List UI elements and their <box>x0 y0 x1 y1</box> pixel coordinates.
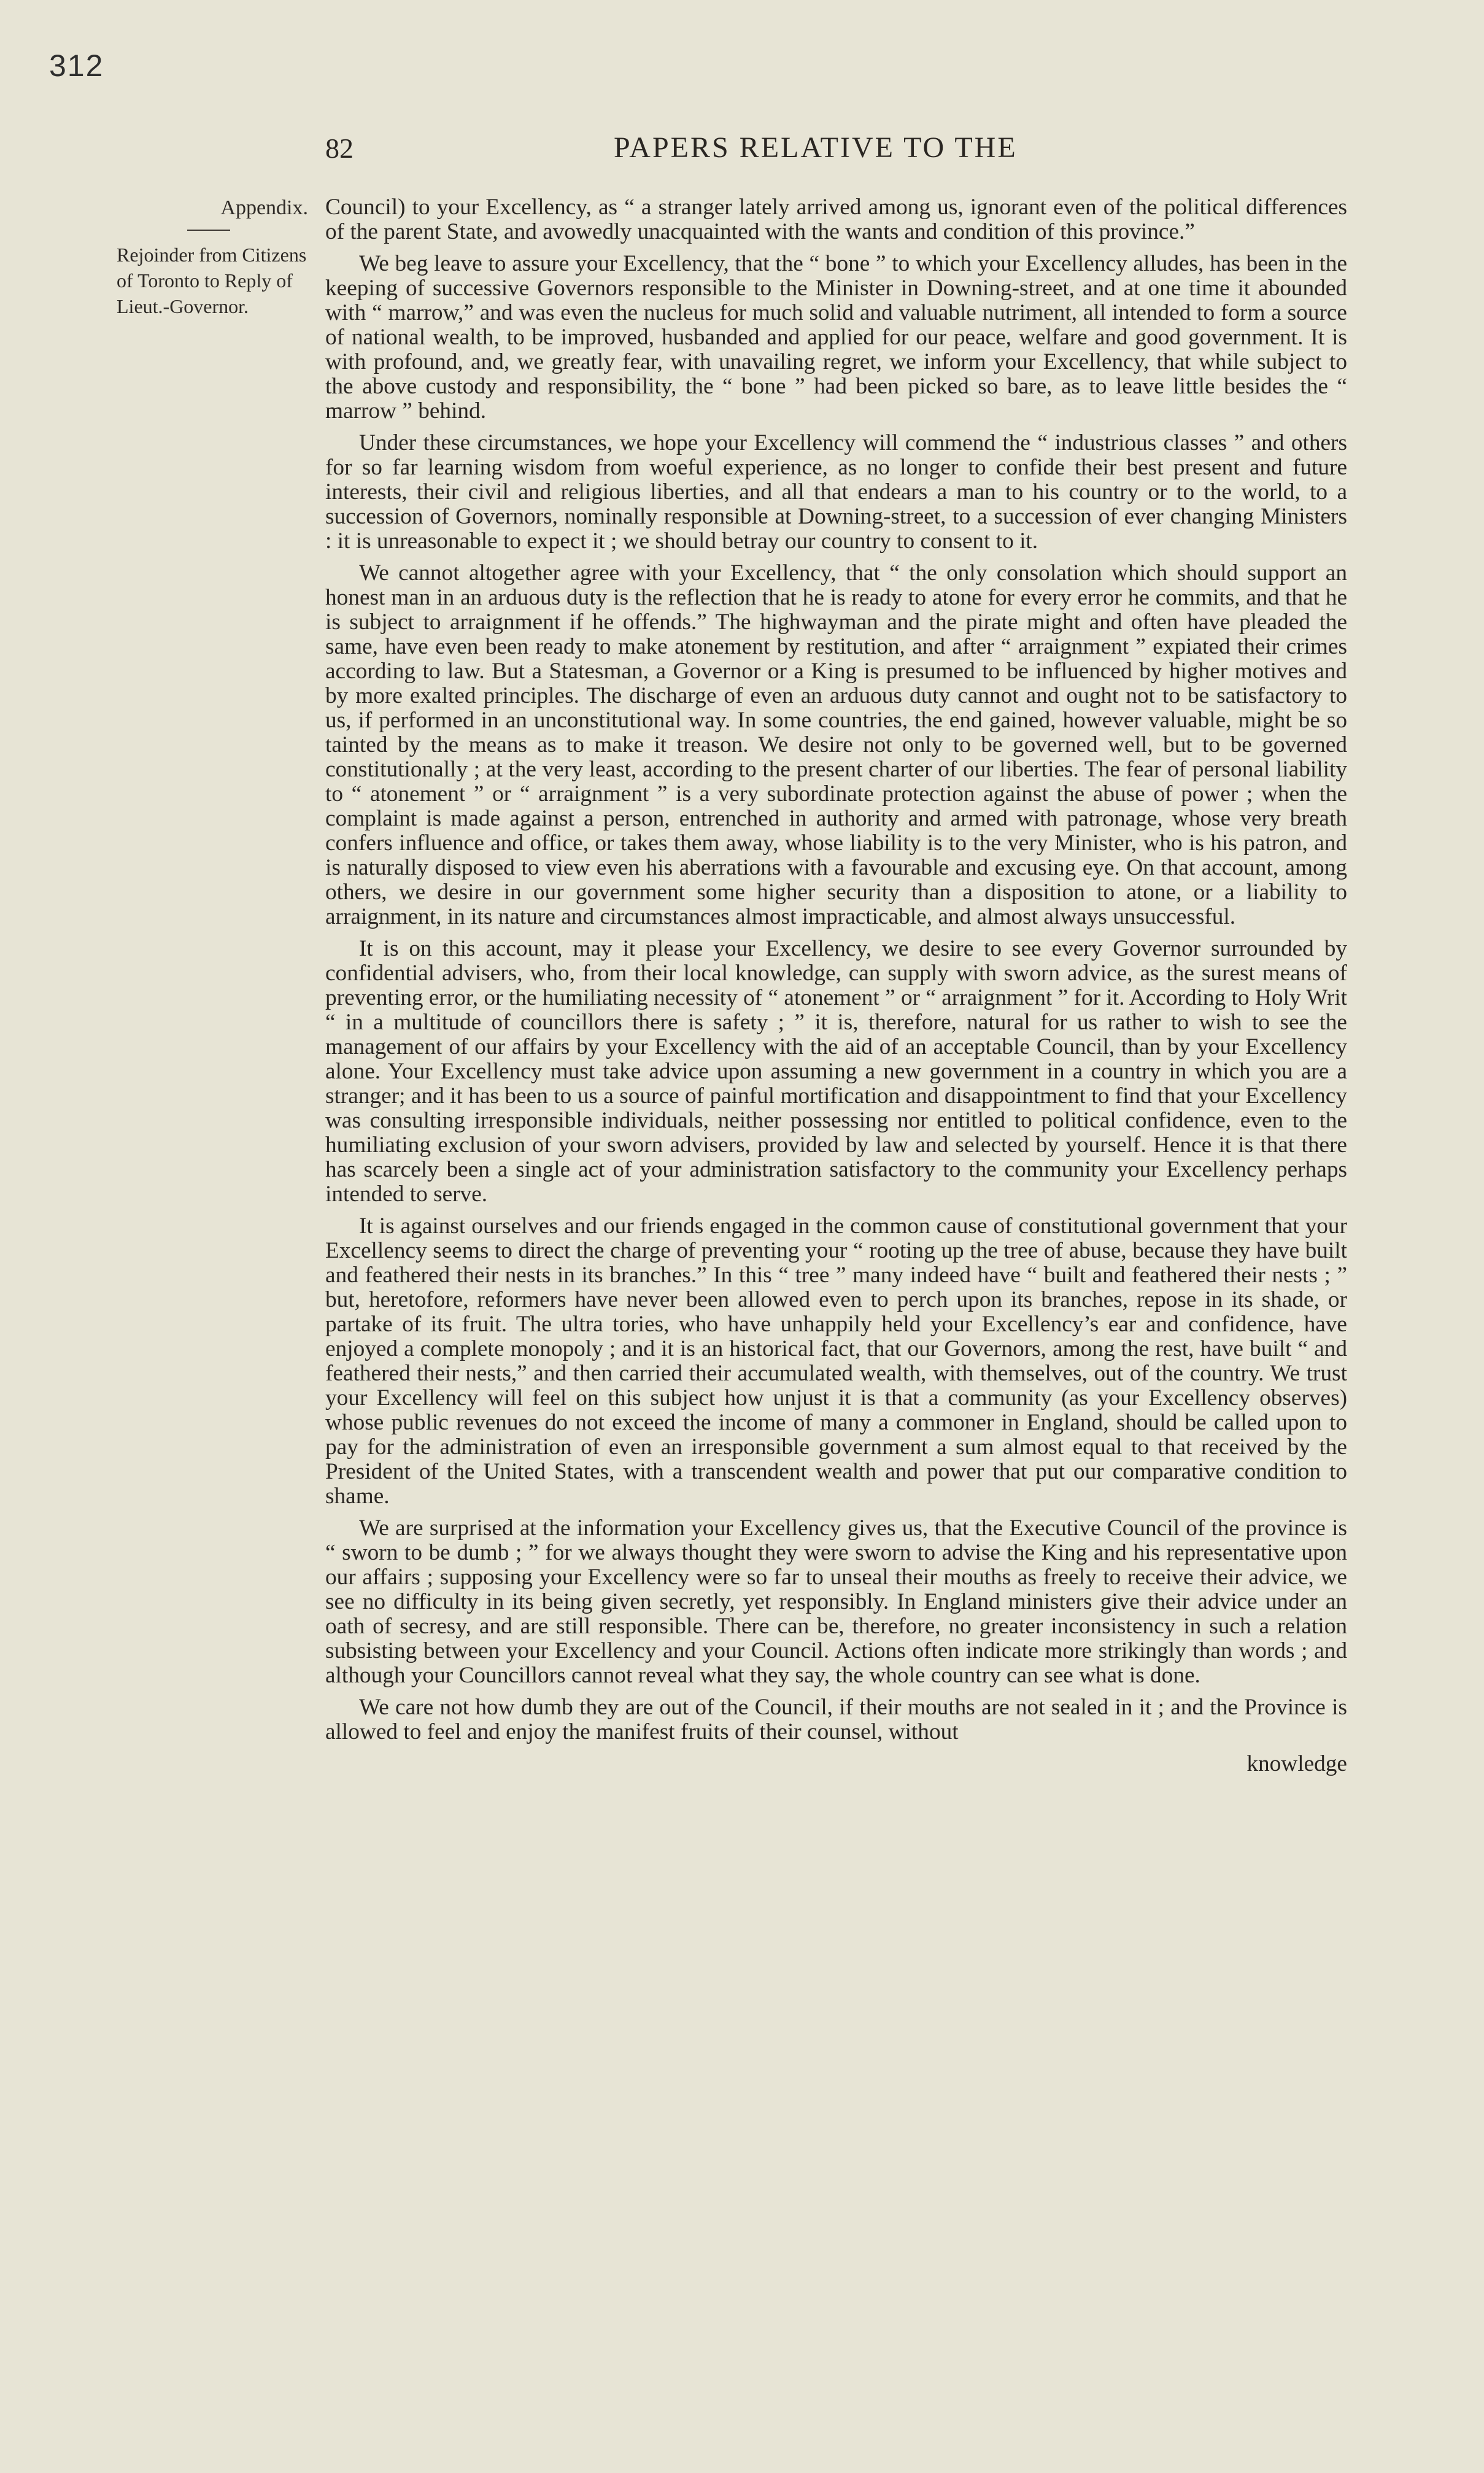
running-title: PAPERS RELATIVE TO THE <box>614 131 1018 164</box>
paragraph: It is against ourselves and our friends engaged in the common cause of constitutional government that your Excellency seems to direct the charge of preventing your “ rooting up the tree of abuse, because they have built and feathered their nests in its branches.” In this “ tree ” many indeed have “ built and feathered their nests ; ” but, heretofore, reformers have never been allowed even to perch upon its branches, repose in its shade, or partake of its fruit. The ultra tories, who have unhappily held your Excellency’s ear and confidence, have enjoyed a complete monopoly ; and it is an historical fact, that our Governors, among the rest, have built “ and feathered their nests,” and then carried their accumulated wealth, with themselves, out of the country. We trust your Excellency will feel on this subject how unjust it is that a community (as your Excellency observes) whose public revenues do not exceed the income of many a commoner in England, should be called upon to pay for the administration of even an irresponsible government a sum almost equal to that received by the President of the United States, with a transcendent wealth and power that put our comparative condition to shame. <box>325 1213 1347 1509</box>
paragraph: Council) to your Excellency, as “ a stranger lately arrived among us, ignorant even of the political differences of the parent State, and avowedly unacquainted with the wants and condition of this province.” <box>325 195 1347 244</box>
paragraph: Under these circumstances, we hope your Excellency will commend the “ industrious classes ” and others for so far learning wisdom from woeful experience, as no longer to confide their best present and future interests, their civil and religious liberties, and all that endears a man to his country or to the world, to a succession of Governors, nominally responsible at Downing-street, to a succession of ever changing Ministers : it is unreasonable to expect it ; we should betray our country to consent to it. <box>325 430 1347 554</box>
paragraph: We are surprised at the information your Excellency gives us, that the Executive Council of the province is “ sworn to be dumb ; ” for we always thought they were sworn to advise the King and his representative upon our affairs ; supposing your Excellency were so far to unseal their mouths as freely to receive their advice, we see no difficulty in its being given secretly, yet responsibly. In England ministers give their advice under an oath of secresy, and are still responsible. There can be, therefore, no greater inconsistency in such a relation subsisting between your Excellency and your Council. Actions often indicate more strikingly than words ; and although your Councillors cannot reveal what they say, the whole country can see what is done. <box>325 1515 1347 1688</box>
margin-note <box>117 195 319 319</box>
catchword: knowledge <box>1246 1751 1347 1776</box>
paragraph: It is on this account, may it please your Excellency, we desire to see every Governor surrounded by confidential advisers, who, from their local knowledge, can supply with sworn advice, as the surest means of preventing error, or the humiliating necessity of “ atonement ” or “ arraignment ” for it. According to Holy Writ “ in a multitude of councillors there is safety ; ” it is, therefore, natural for us rather to wish to see the management of our affairs by your Excellency with the aid of an acceptable Council, than by your Excellency alone. Your Excellency must take advice upon assuming a new government in a country in which you are a stranger; and it has been to us a source of painful mortification and disappointment to find that your Excellency was consulting irresponsible individuals, neither possessing nor entitled to political confidence, even to the humiliating exclusion of your sworn advisers, provided by law and selected by yourself. Hence it is that there has scarcely been a single act of your administration satisfactory to the community your Excellency perhaps intended to serve. <box>325 936 1347 1207</box>
margin-heading: Appendix. <box>220 196 308 219</box>
paragraph: We cannot altogether agree with your Excellency, that “ the only consolation which should support an honest man in an arduous duty is the reflection that he is ready to atone for every error he commits, and that he is subject to arraignment if he offends.” The highwayman and the pirate might and often have pleaded the same, have even been ready to make atonement by restitution, and after “ arraignment ” expiated their crimes according to law. But a Statesman, a Governor or a King is presumed to be influenced by higher motives and by more exalted principles. The discharge of even an arduous duty cannot and ought not to be satisfactory to us, if performed in an unconstitutional way. In some countries, the end gained, however valuable, might be so tainted by the means as to make it treason. We desire not only to be governed well, but to be governed constitutionally ; at the very least, according to the present charter of our liberties. The fear of personal liability to “ atonement ” or “ arraignment ” is a very subordinate protection against the abuse of power ; when the complaint is made against a person, entrenched in authority and armed with patronage, whose very breath confers influence and office, or takes them away, whose liability is to the very Minister, who is his patron, and is naturally disposed to view even his aberrations with a favourable and excusing eye. On that account, among others, we desire in our government some higher security than a disposition to atone, or a liability to arraignment, in its nature and circumstances almost impracticable, and almost always unsuccessful. <box>325 560 1347 929</box>
body-text <box>325 195 1347 2454</box>
paragraph: We beg leave to assure your Excellency, that the “ bone ” to which your Excellency alludes, has been in the keeping of successive Governors responsible to the Minister in Downing-street, and at one time it abounded with “ marrow,” and was even the nucleus for much solid and valuable nutriment, all intended to form a source of national wealth, to be improved, husbanded and applied for our peace, welfare and good government. It is with profound, and, we greatly fear, with unavailing regret, we inform your Excellency, that while subject to the above custody and responsibility, the “ bone ” had been picked so bare, as to leave little besides the “ marrow ” behind. <box>325 251 1347 424</box>
paragraph: We care not how dumb they are out of the Council, if their mouths are not sealed in it ; and the Province is allowed to feel and enjoy the manifest fruits of their counsel, without <box>325 1695 1347 1744</box>
scan-page-number: 312 <box>49 48 104 83</box>
margin-note-text: Rejoinder from Citizens of Toronto to Reply of Lieut.-Governor. <box>117 244 307 317</box>
page-number: 82 <box>325 133 354 164</box>
margin-rule <box>187 230 230 231</box>
